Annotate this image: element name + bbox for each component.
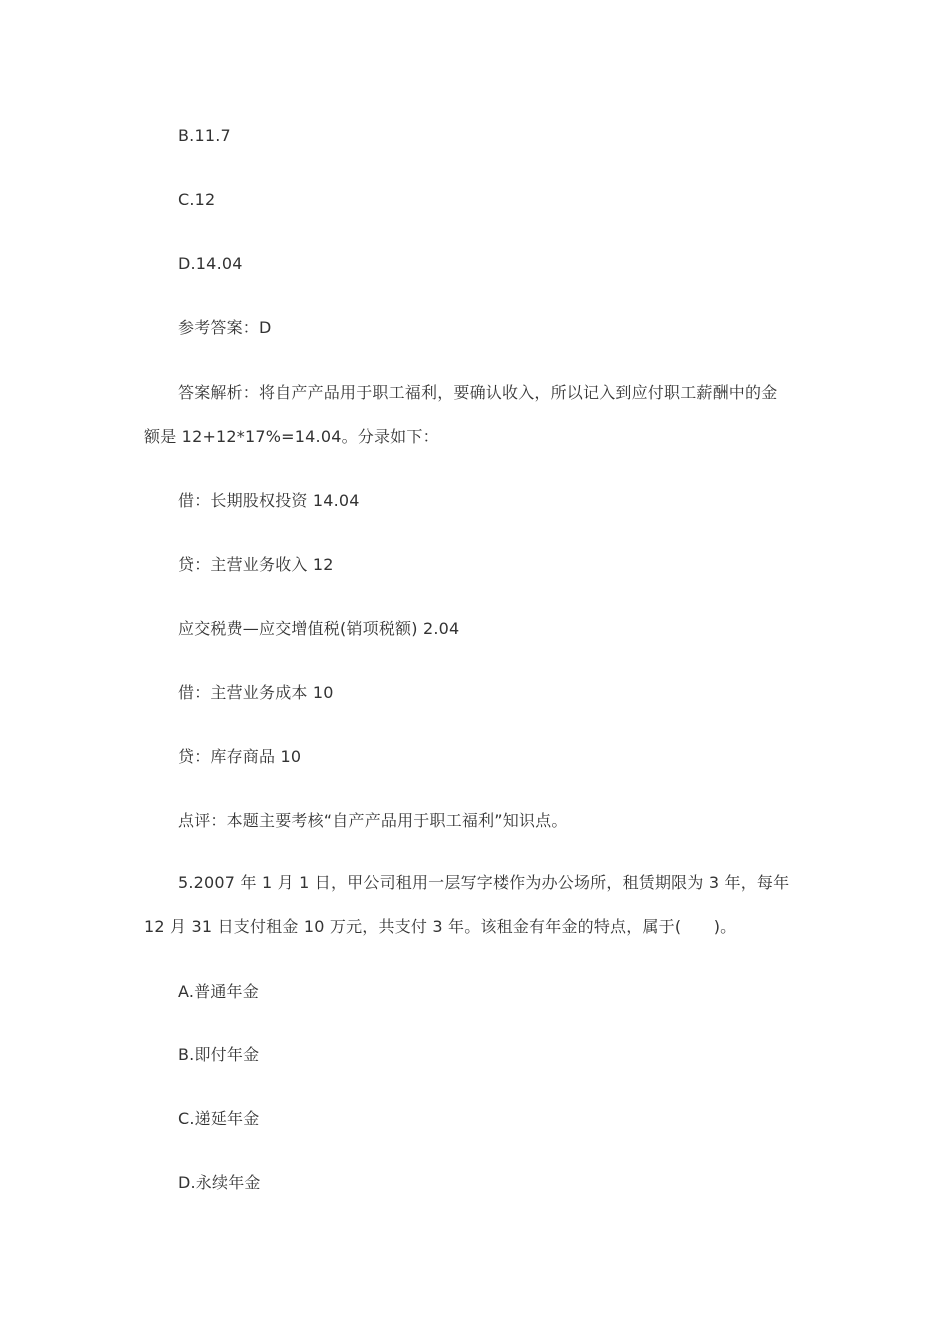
commentary: 点评：本题主要考核“自产产品用于职工福利”知识点。 [178, 811, 568, 830]
journal-entry-debit-1: 借：长期股权投资 14.04 [178, 491, 360, 510]
journal-entry-debit-2: 借：主营业务成本 10 [178, 683, 334, 702]
journal-entry-credit-2: 应交税费—应交增值税(销项税额) 2.04 [178, 619, 460, 638]
question-5-line-2: 12 月 31 日支付租金 10 万元，共支付 3 年。该租金有年金的特点，属于( )。 [144, 917, 737, 936]
option-d-previous: D.14.04 [178, 254, 243, 273]
option-c-previous: C.12 [178, 190, 216, 209]
reference-answer: 参考答案：D [178, 318, 272, 337]
journal-entry-credit-1: 贷：主营业务收入 12 [178, 555, 334, 574]
option-c: C.递延年金 [178, 1109, 260, 1128]
journal-entry-credit-3: 贷：库存商品 10 [178, 747, 302, 766]
answer-explanation-line-1: 答案解析：将自产产品用于职工福利，要确认收入，所以记入到应付职工薪酬中的金 [178, 383, 778, 402]
option-a: A.普通年金 [178, 982, 259, 1001]
answer-explanation-line-2: 额是 12+12*17%=14.04。分录如下： [144, 427, 439, 446]
question-5-line-1: 5.2007 年 1 月 1 日，甲公司租用一层写字楼作为办公场所，租赁期限为 3 年，每年 [178, 873, 790, 892]
option-b-previous: B.11.7 [178, 126, 231, 145]
option-b: B.即付年金 [178, 1045, 260, 1064]
option-d: D.永续年金 [178, 1173, 261, 1192]
